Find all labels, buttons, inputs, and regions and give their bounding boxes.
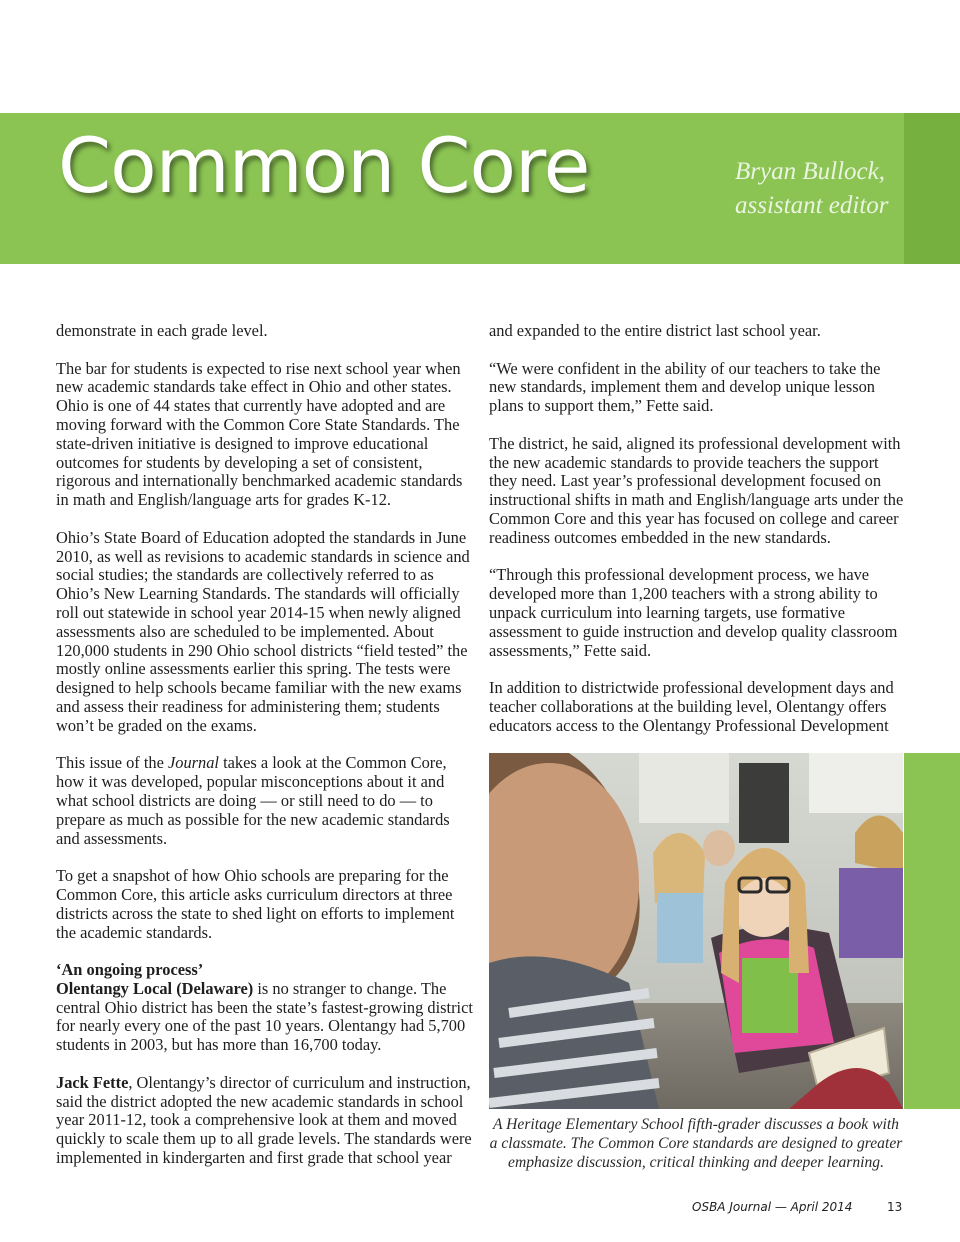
left-column [56, 322, 476, 1187]
text-run: takes a look at the Common Core, how it was developed, popular misconceptions about it and what school districts are doing — or still need to do — to prepare as much as possible for the new academic standards and assessments. [56, 753, 450, 848]
side-accent-stripe [904, 753, 960, 1109]
paragraph: “Through this professional development process, we have developed more than 1,200 teachers with a strong ability to unpack curriculum into learning targets, use formative assessment to guide instruction and develop quality classroom assessments,” Fette said. [489, 565, 898, 660]
paragraph: and expanded to the entire district last school year. [489, 321, 821, 340]
classroom-photo [489, 753, 903, 1109]
page-number: 13 [887, 1200, 903, 1214]
paragraph [56, 754, 476, 848]
banner-edge-stripe [904, 113, 960, 264]
journal-italic: Journal [168, 753, 219, 773]
footer-publication: OSBA Journal — April 2014 [692, 1200, 853, 1214]
person-name: Jack Fette [56, 1072, 129, 1092]
text-run: This issue of the [56, 753, 168, 773]
byline [735, 155, 889, 223]
photo-caption: A Heritage Elementary School fifth-grader discusses a book with a classmate. The Common Core standards are designed to greater emphasize discussion, critical thinking and deeper learning. [489, 1116, 903, 1171]
district-name: Olentangy Local (Delaware) [56, 978, 254, 998]
byline-role: assistant editor [735, 192, 889, 219]
right-column [489, 322, 905, 754]
section-subhead: ‘An ongoing process’ [56, 960, 204, 980]
paragraph: To get a snapshot of how Ohio schools are preparing for the Common Core, this article asks curriculum directors at three districts across the state to shed light on efforts to implement the academic standards. [56, 866, 455, 942]
paragraph: “We were confident in the ability of our teachers to take the new standards, implement them and develop unique lesson plans to support them,” Fette said. [489, 358, 881, 416]
page-title: Common Core [58, 121, 590, 210]
text-run: is no stranger to change. The central Ohio district has been the state’s fastest-growing district for nearly every one of the past 10 years. Olentangy had 5,700 students in 2003, but has more than 16,700 today. [56, 978, 473, 1055]
paragraph: In addition to districtwide professional development days and teacher collaborations at the building level, Olentangy offers educators access to the Olentangy Professional Development [489, 678, 894, 735]
text-run: , Olentangy’s director of curriculum and instruction, said the district adopted the new academic standards in school year 2011-12, took a comprehensive look at them and moved quickly to scale them up to all grade levels. The standards were implemented in kindergarten and first grade that school year [56, 1072, 472, 1168]
paragraph: Ohio’s State Board of Education adopted the standards in June 2010, as well as revisions to academic standards in science and social studies; the standards are collectively referred to as Ohio’s New Learning Standards. The standards will officially roll out statewide in school year 2014-15 when newly aligned assessments also are scheduled to be implemented. About 120,000 students in 290 Ohio school districts “field tested” the mostly online assessments earlier this spring. The tests were designed to help schools became familiar with the new exams and assess their readiness for administering them; students won’t be graded on the exams. [56, 527, 470, 735]
byline-name: Bryan Bullock, [735, 158, 885, 185]
paragraph [56, 1074, 476, 1168]
paragraph: demonstrate in each grade level. [56, 321, 268, 340]
section-block [56, 961, 476, 1055]
photo-illustration [489, 753, 903, 1109]
paragraph: The bar for students is expected to rise next school year when new academic standards take effect in Ohio and other states. Ohio is one of 44 states that currently have adopted and are moving forward with the Common Core State Standards. The state-driven initiative is designed to improve educational outcomes for students by developing a set of consistent, rigorous and internationally benchmarked academic standards in math and English/language arts for grades K-12. [56, 358, 463, 510]
paragraph: The district, he said, aligned its professional development with the new academic standards to provide teachers the support they need. Last year’s professional development focused on instructional shifts in math and English/language arts under the Common Core and this year has focused on college and career readiness outcomes embedded in the new standards. [489, 433, 904, 547]
